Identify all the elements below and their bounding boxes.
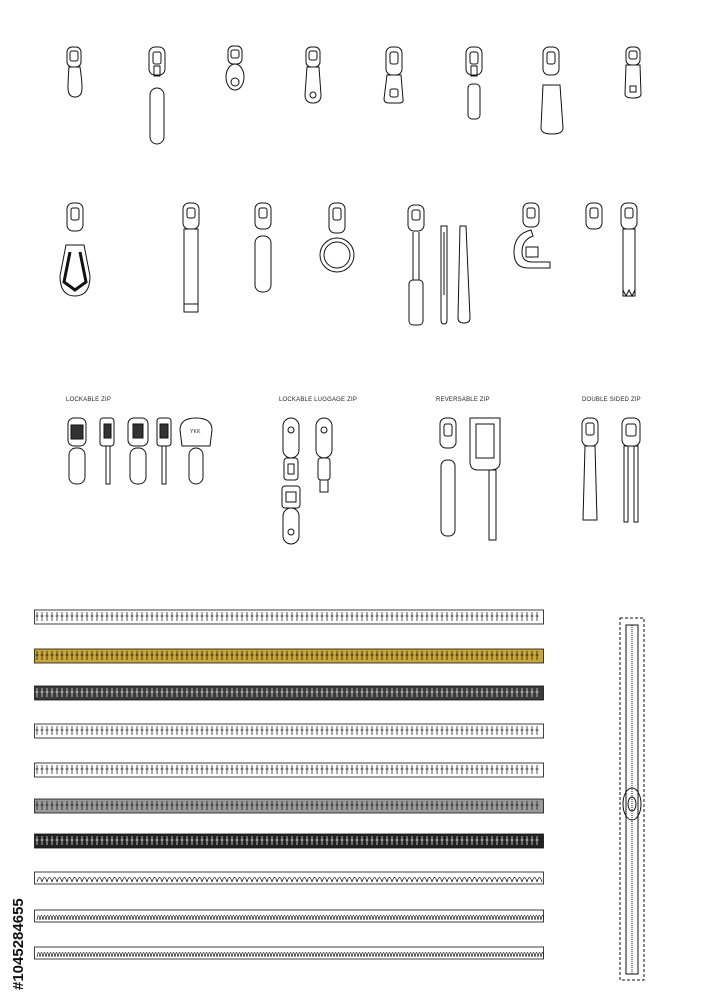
puller-11 <box>255 203 271 292</box>
zipper-tape-2 <box>34 648 544 666</box>
zipper-tape-4 <box>34 723 544 741</box>
puller-9 <box>60 203 90 296</box>
section-label-reversable-zip: REVERSABLE ZIP <box>436 397 490 403</box>
zipper-tape-5 <box>34 762 544 780</box>
zipper-tape-10 <box>34 946 544 964</box>
slider-badge: YKK <box>190 429 201 435</box>
puller-8 <box>625 47 641 98</box>
puller-14 <box>514 203 550 268</box>
stock-id-text: #1045284655 <box>10 898 27 990</box>
puller-10 <box>183 203 199 312</box>
puller-5 <box>384 47 403 103</box>
reversable-zip-group <box>440 418 500 540</box>
puller-15 <box>586 203 637 296</box>
full-zipper-illustration <box>620 618 644 980</box>
zipper-tape-7 <box>34 833 544 851</box>
stock-id-watermark <box>10 750 30 990</box>
puller-3 <box>226 46 244 90</box>
section-label-lockable-luggage-zip: LOCKABLE LUGGAGE ZIP <box>279 397 358 403</box>
double-sided-zip-group <box>582 418 640 522</box>
puller-13 <box>408 205 470 325</box>
lockable-luggage-zip-group <box>282 418 332 544</box>
lockable-zip-group <box>68 418 212 484</box>
section-label-double-sided-zip: DOUBLE SIDED ZIP <box>582 397 641 403</box>
zipper-tape-3 <box>34 685 544 703</box>
zipper-tape-9 <box>34 909 544 927</box>
zipper-tape-8 <box>34 871 544 889</box>
puller-6 <box>466 47 482 119</box>
puller-12 <box>320 203 354 272</box>
zipper-tape-6 <box>34 798 544 816</box>
puller-2 <box>149 47 165 144</box>
puller-1 <box>67 47 82 97</box>
puller-7 <box>541 47 563 134</box>
section-label-lockable-zip: LOCKABLE ZIP <box>66 397 112 403</box>
puller-4 <box>305 47 321 103</box>
zipper-tape-1 <box>34 609 544 627</box>
